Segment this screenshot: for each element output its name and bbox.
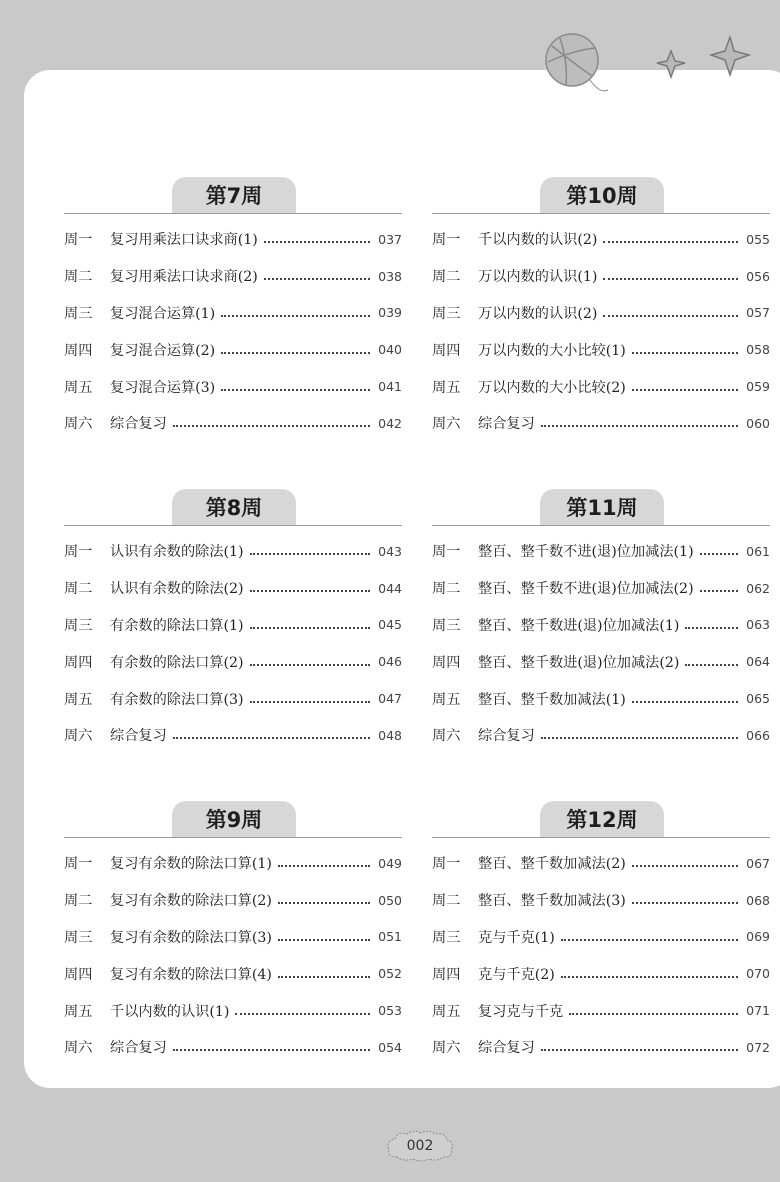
- toc-row[interactable]: [432, 992, 770, 1029]
- toc-topic: 有余数的除法口算(1): [110, 617, 244, 634]
- dot-leader: [250, 590, 370, 592]
- toc-row[interactable]: [432, 368, 770, 405]
- divider: [64, 837, 402, 838]
- dot-leader: [632, 389, 738, 391]
- toc-day: 周六: [64, 1040, 93, 1057]
- toc-day: 周一: [432, 232, 461, 249]
- toc-row[interactable]: [432, 1029, 770, 1066]
- toc-topic: 整百、整千数加减法(1): [478, 691, 626, 708]
- toc-day: 周三: [432, 929, 461, 946]
- toc-day: 周一: [432, 856, 461, 873]
- dot-leader: [173, 425, 370, 427]
- toc-row[interactable]: [432, 221, 770, 258]
- ball-icon: [540, 28, 615, 100]
- toc-page: 058: [746, 342, 770, 358]
- toc-day: 周六: [432, 728, 461, 745]
- toc-row[interactable]: [64, 258, 402, 295]
- toc-row[interactable]: [432, 919, 770, 956]
- toc-page: 050: [378, 892, 402, 908]
- toc-day: 周三: [64, 617, 93, 634]
- toc-day: 周五: [64, 379, 93, 396]
- toc-row[interactable]: [64, 919, 402, 956]
- toc-row[interactable]: [64, 717, 402, 754]
- week-title: 第9周: [172, 801, 296, 837]
- toc-day: 周五: [432, 1003, 461, 1020]
- toc-day: 周三: [64, 305, 93, 322]
- toc-page: 051: [378, 929, 402, 945]
- toc-row[interactable]: [432, 680, 770, 717]
- dot-leader: [264, 278, 370, 280]
- toc-day: 周三: [64, 929, 93, 946]
- toc-page: 047: [378, 691, 402, 707]
- toc-day: 周二: [432, 269, 461, 286]
- dot-leader: [235, 1013, 370, 1015]
- toc-day: 周二: [432, 581, 461, 598]
- toc-day: 周五: [64, 1003, 93, 1020]
- dot-leader: [632, 865, 738, 867]
- toc-row[interactable]: [64, 992, 402, 1029]
- dot-leader: [603, 241, 738, 243]
- toc-topic: 复习有余数的除法口算(1): [110, 856, 272, 873]
- dot-leader: [561, 939, 738, 941]
- divider: [432, 837, 770, 838]
- dot-leader: [221, 352, 370, 354]
- toc-page: 055: [746, 231, 770, 247]
- toc-page: 039: [378, 305, 402, 321]
- toc-day: 周四: [432, 966, 461, 983]
- toc-row[interactable]: [64, 845, 402, 882]
- week-title: 第12周: [540, 801, 664, 837]
- toc-day: 周六: [64, 416, 93, 433]
- toc-page: 067: [746, 855, 770, 871]
- toc-topic: 克与千克(1): [478, 929, 555, 946]
- toc-topic: 万以内数的大小比较(2): [478, 379, 626, 396]
- dot-leader: [250, 664, 370, 666]
- toc-page: 041: [378, 379, 402, 395]
- dot-leader: [700, 553, 738, 555]
- toc-topic: 万以内数的认识(1): [478, 269, 598, 286]
- divider: [64, 213, 402, 214]
- toc-topic: 复习有余数的除法口算(4): [110, 966, 272, 983]
- toc-row[interactable]: [432, 845, 770, 882]
- toc-topic: 复习混合运算(2): [110, 342, 216, 359]
- divider: [64, 525, 402, 526]
- toc-page: 059: [746, 379, 770, 395]
- toc-day: 周二: [64, 269, 93, 286]
- toc-page: 037: [378, 231, 402, 247]
- toc-row[interactable]: [432, 258, 770, 295]
- star-icon: [655, 35, 755, 85]
- toc-row[interactable]: [432, 533, 770, 570]
- toc-row[interactable]: [64, 368, 402, 405]
- toc-topic: 综合复习: [110, 1040, 167, 1057]
- toc-row[interactable]: [64, 955, 402, 992]
- toc-topic: 克与千克(2): [478, 966, 555, 983]
- toc-topic: 复习有余数的除法口算(3): [110, 929, 272, 946]
- toc-day: 周四: [432, 654, 461, 671]
- dot-leader: [173, 737, 370, 739]
- toc-topic: 复习混合运算(3): [110, 379, 216, 396]
- toc-page: 068: [746, 892, 770, 908]
- dot-leader: [685, 664, 738, 666]
- toc-topic: 综合复习: [478, 1040, 535, 1057]
- toc-row[interactable]: [64, 331, 402, 368]
- toc-row[interactable]: [64, 643, 402, 680]
- toc-day: 周二: [432, 893, 461, 910]
- toc-page: 044: [378, 580, 402, 596]
- dot-leader: [250, 553, 370, 555]
- dot-leader: [221, 315, 370, 317]
- toc-page: 040: [378, 342, 402, 358]
- dot-leader: [278, 865, 370, 867]
- toc-day: 周二: [64, 893, 93, 910]
- toc-day: 周四: [64, 342, 93, 359]
- dot-leader: [264, 241, 370, 243]
- toc-topic: 综合复习: [110, 728, 167, 745]
- week-title: 第8周: [172, 489, 296, 525]
- toc-page: 071: [746, 1003, 770, 1019]
- toc-topic: 整百、整千数不进(退)位加减法(1): [478, 544, 694, 561]
- toc-day: 周五: [64, 691, 93, 708]
- toc-page: 038: [378, 268, 402, 284]
- toc-day: 周一: [64, 856, 93, 873]
- dot-leader: [250, 627, 370, 629]
- toc-day: 周一: [64, 544, 93, 561]
- dot-leader: [541, 737, 738, 739]
- toc-page: 053: [378, 1003, 402, 1019]
- toc-row[interactable]: [432, 643, 770, 680]
- toc-day: 周一: [432, 544, 461, 561]
- dot-leader: [700, 590, 738, 592]
- toc-row[interactable]: [64, 221, 402, 258]
- toc-topic: 认识有余数的除法(2): [110, 581, 244, 598]
- toc-day: 周四: [64, 654, 93, 671]
- toc-day: 周一: [64, 232, 93, 249]
- toc-page: 054: [378, 1039, 402, 1055]
- toc-page: 043: [378, 543, 402, 559]
- toc-topic: 整百、整千数加减法(3): [478, 893, 626, 910]
- toc-row[interactable]: [64, 533, 402, 570]
- toc-topic: 复习混合运算(1): [110, 305, 216, 322]
- divider: [432, 525, 770, 526]
- week-title: 第11周: [540, 489, 664, 525]
- week-title: 第10周: [540, 177, 664, 213]
- dot-leader: [541, 425, 738, 427]
- toc-page: 052: [378, 966, 402, 982]
- toc-page: 064: [746, 654, 770, 670]
- toc-page: 049: [378, 855, 402, 871]
- toc-topic: 复习有余数的除法口算(2): [110, 893, 272, 910]
- toc-topic: 综合复习: [478, 728, 535, 745]
- toc-row[interactable]: [432, 717, 770, 754]
- dot-leader: [278, 939, 370, 941]
- toc-topic: 万以内数的认识(2): [478, 305, 598, 322]
- toc-row[interactable]: [64, 680, 402, 717]
- toc-row[interactable]: [432, 331, 770, 368]
- toc-page: 072: [746, 1039, 770, 1055]
- toc-page: 065: [746, 691, 770, 707]
- toc-topic: 整百、整千数进(退)位加减法(2): [478, 654, 680, 671]
- toc-page: 063: [746, 617, 770, 633]
- toc-topic: 综合复习: [478, 416, 535, 433]
- dot-leader: [541, 1049, 738, 1051]
- toc-row[interactable]: [64, 295, 402, 332]
- toc-page: 046: [378, 654, 402, 670]
- toc-page: 061: [746, 543, 770, 559]
- toc-day: 周四: [432, 342, 461, 359]
- toc-topic: 千以内数的认识(2): [478, 232, 598, 249]
- toc-page: 042: [378, 415, 402, 431]
- toc-topic: 复习用乘法口诀求商(1): [110, 232, 258, 249]
- toc-page: 069: [746, 929, 770, 945]
- toc-row[interactable]: [432, 955, 770, 992]
- toc-day: 周六: [64, 728, 93, 745]
- dot-leader: [603, 278, 738, 280]
- dot-leader: [278, 902, 370, 904]
- dot-leader: [278, 976, 370, 978]
- toc-topic: 有余数的除法口算(3): [110, 691, 244, 708]
- toc-row[interactable]: [64, 882, 402, 919]
- toc-day: 周三: [432, 305, 461, 322]
- week-title: 第7周: [172, 177, 296, 213]
- toc-page: 066: [746, 727, 770, 743]
- toc-topic: 整百、整千数不进(退)位加减法(2): [478, 581, 694, 598]
- toc-day: 周五: [432, 379, 461, 396]
- toc-day: 周二: [64, 581, 93, 598]
- toc-topic: 整百、整千数进(退)位加减法(1): [478, 617, 680, 634]
- toc-row[interactable]: [64, 607, 402, 644]
- dot-leader: [603, 315, 738, 317]
- toc-day: 周三: [432, 617, 461, 634]
- toc-page: 070: [746, 966, 770, 982]
- toc-row[interactable]: [64, 405, 402, 442]
- toc-row[interactable]: [432, 882, 770, 919]
- toc-topic: 万以内数的大小比较(1): [478, 342, 626, 359]
- toc-page: 062: [746, 580, 770, 596]
- toc-row[interactable]: [432, 405, 770, 442]
- toc-day: 周五: [432, 691, 461, 708]
- divider: [432, 213, 770, 214]
- toc-row[interactable]: [432, 607, 770, 644]
- toc-topic: 千以内数的认识(1): [110, 1003, 230, 1020]
- dot-leader: [685, 627, 738, 629]
- toc-topic: 认识有余数的除法(1): [110, 544, 244, 561]
- toc-page: 057: [746, 305, 770, 321]
- toc-topic: 整百、整千数加减法(2): [478, 856, 626, 873]
- toc-row[interactable]: [432, 570, 770, 607]
- toc-topic: 复习用乘法口诀求商(2): [110, 269, 258, 286]
- dot-leader: [632, 352, 738, 354]
- toc-row[interactable]: [64, 1029, 402, 1066]
- dot-leader: [632, 902, 738, 904]
- dot-leader: [569, 1013, 738, 1015]
- dot-leader: [221, 389, 370, 391]
- page-number: 002: [406, 1138, 434, 1154]
- dot-leader: [632, 701, 738, 703]
- toc-topic: 综合复习: [110, 416, 167, 433]
- dot-leader: [173, 1049, 370, 1051]
- toc-row[interactable]: [432, 295, 770, 332]
- toc-page: 060: [746, 415, 770, 431]
- toc-day: 周六: [432, 1040, 461, 1057]
- toc-day: 周四: [64, 966, 93, 983]
- toc-page: 048: [378, 727, 402, 743]
- toc-page: 056: [746, 268, 770, 284]
- toc-topic: 有余数的除法口算(2): [110, 654, 244, 671]
- toc-row[interactable]: [64, 570, 402, 607]
- toc-topic: 复习克与千克: [478, 1003, 564, 1020]
- dot-leader: [250, 701, 370, 703]
- dot-leader: [561, 976, 738, 978]
- toc-day: 周六: [432, 416, 461, 433]
- toc-page: 045: [378, 617, 402, 633]
